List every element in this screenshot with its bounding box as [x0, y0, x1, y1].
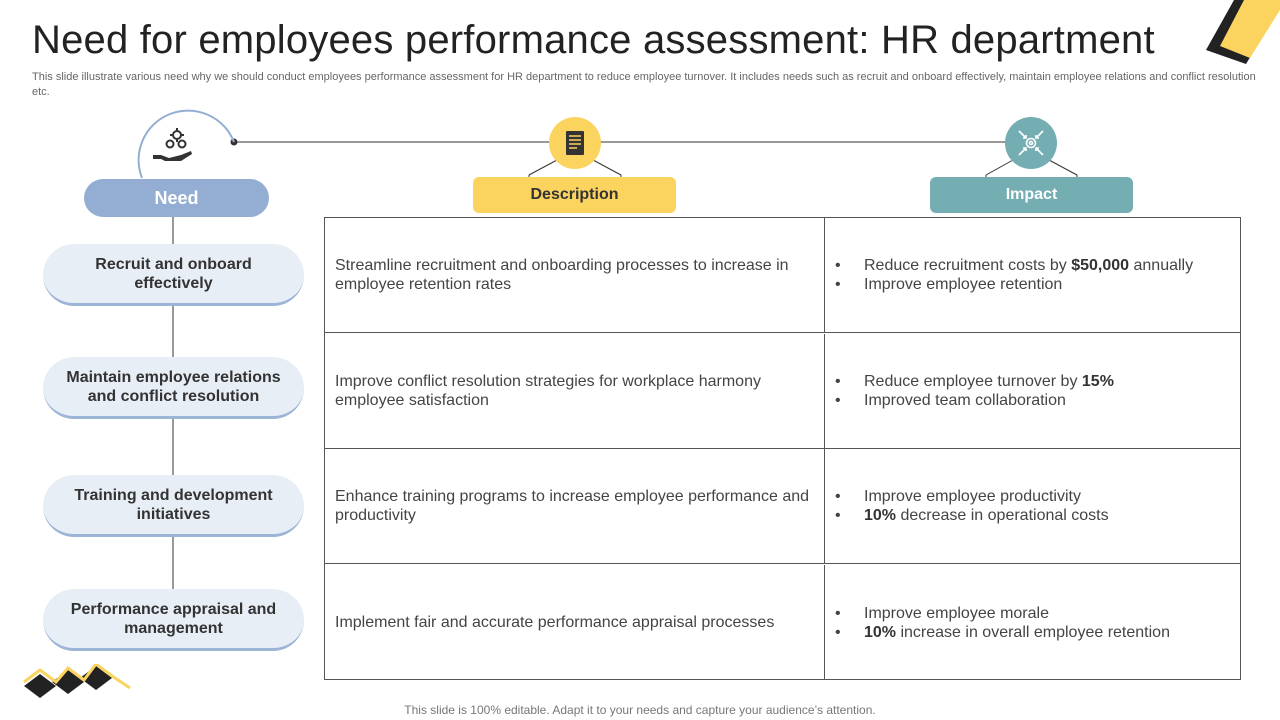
description-cell: Improve conflict resolution strategies for workplace harmony employee satisfaction	[325, 334, 825, 448]
table-row	[325, 449, 1240, 564]
impact-bullet: • Improve employee retention	[835, 276, 1063, 293]
impact-cell	[825, 334, 1240, 448]
description-header: Description	[473, 177, 676, 213]
impact-cell	[825, 218, 1240, 332]
impact-bullet: • 10% decrease in operational costs	[835, 507, 1109, 524]
need-pill-training: Training and development initiatives	[43, 475, 304, 537]
document-icon	[549, 117, 601, 169]
page-subtitle: This slide illustrate various need why we should conduct employees performance assessment for HR department to reduce employee turnover. It includes needs such as recruit and onboard effectively, maintain employee relations and conflict resolution etc.	[32, 71, 1256, 98]
corner-stripe-decoration	[1196, 0, 1280, 68]
impact-header: Impact	[930, 177, 1133, 213]
table-row	[325, 218, 1240, 333]
impact-bullet: • Reduce employee turnover by 15%	[835, 373, 1114, 390]
table-row	[325, 565, 1240, 680]
table-row	[325, 334, 1240, 449]
focus-arrows-icon	[1005, 117, 1057, 169]
impact-bullet: • Improve employee morale	[835, 604, 1049, 622]
impact-bullet: • 10% increase in overall employee retention	[835, 623, 1170, 641]
need-pill-appraisal: Performance appraisal and management	[43, 589, 304, 651]
zigzag-decoration	[22, 664, 134, 698]
description-cell: Streamline recruitment and onboarding processes to increase in employee retention rates	[325, 218, 825, 332]
footer-note: This slide is 100% editable. Adapt it to your needs and capture your audience’s attention.	[404, 703, 876, 717]
need-pill-relations: Maintain employee relations and conflict resolution	[43, 357, 304, 419]
needs-table	[324, 217, 1241, 680]
impact-cell	[825, 565, 1240, 680]
need-header: Need	[84, 179, 269, 217]
page-title: Need for employees performance assessment: HR department	[32, 18, 1155, 62]
need-pill-recruit: Recruit and onboard effectively	[43, 244, 304, 306]
impact-bullet: • Improved team collaboration	[835, 392, 1066, 409]
impact-cell	[825, 449, 1240, 563]
description-cell: Enhance training programs to increase employee performance and productivity	[325, 449, 825, 563]
impact-bullet: • Improve employee productivity	[835, 488, 1081, 505]
description-cell: Implement fair and accurate performance appraisal processes	[325, 565, 825, 680]
impact-bullet: • Reduce recruitment costs by $50,000 annually	[835, 257, 1194, 274]
hand-gears-icon	[140, 112, 206, 178]
